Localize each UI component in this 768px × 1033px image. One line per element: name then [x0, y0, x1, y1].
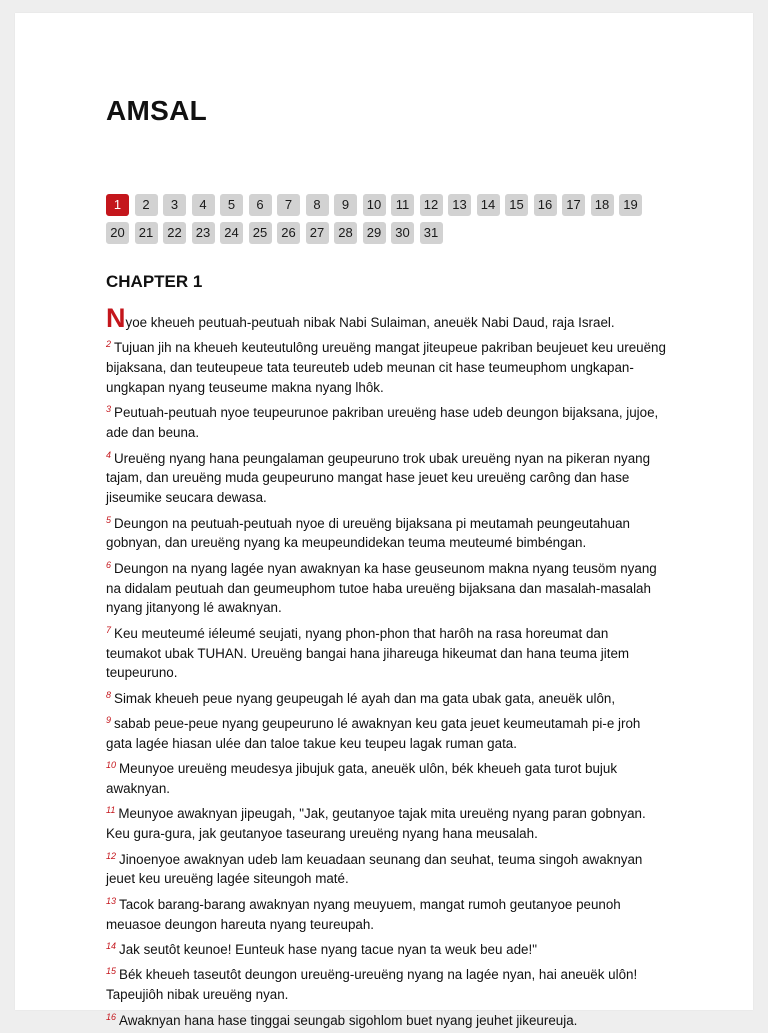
verse-list — [106, 303, 666, 1033]
verse-text: Tacok barang-barang awaknyan nyang meuyuem, mangat rumoh geutanyoe peunoh meuasoe deungon hareuta nyang teureupah. — [106, 896, 621, 932]
chapter-button-19[interactable]: 19 — [619, 194, 642, 216]
chapter-button-25[interactable]: 25 — [249, 222, 272, 244]
verse-text: Meunyoe ureuëng meudesya jibujuk gata, aneuëk ulôn, bék kheueh gata turot bujuk awaknyan. — [106, 761, 618, 797]
verse-text: Ureuëng nyang hana peungalaman geupeuruno trok ubak ureuëng nyan na pikeran nyang tajam, dan ureuëng muda geupeuruno mangat hase jeuet keu ureuëng carông dan hase jiseumike seucara dewasa. — [106, 450, 651, 506]
verse-text: Deungon na nyang lagée nyan awaknyan ka hase geuseunom makna nyang teusöm nyang na didalam peutuah dan geumeuphom tutoe haba ureuëng bijaksana dan masalah-masalah nyang jitanyong lé awaknyan. — [106, 560, 657, 616]
chapter-button-31[interactable]: 31 — [420, 222, 443, 244]
verse-number: 13 — [106, 895, 117, 906]
verse-6 — [106, 556, 666, 618]
verse-number: 3 — [106, 404, 112, 415]
chapter-button-4[interactable]: 4 — [192, 194, 215, 216]
chapter-button-16[interactable]: 16 — [534, 194, 557, 216]
chapter-button-18[interactable]: 18 — [591, 194, 614, 216]
verse-text: Simak kheueh peue nyang geupeugah lé ayah dan ma gata ubak gata, aneuëk ulôn, — [114, 690, 616, 706]
verse-9 — [106, 711, 666, 754]
chapter-button-23[interactable]: 23 — [192, 222, 215, 244]
page — [15, 13, 753, 1028]
chapter-button-22[interactable]: 22 — [163, 222, 186, 244]
chapter-button-21[interactable]: 21 — [135, 222, 158, 244]
chapter-button-15[interactable]: 15 — [505, 194, 528, 216]
chapter-button-13[interactable]: 13 — [448, 194, 471, 216]
chapter-button-10[interactable]: 10 — [363, 194, 386, 216]
verse-text: Tujuan jih na kheueh keuteutulông ureuëng mangat jiteupeue pakriban beujeuet keu ureuëng bijaksana, dan teuteupeue tata teureuteb udeb meunan cit hase teumeuphom ungkapan-ungkapan nyang teuseume makna nyang lhôk. — [106, 340, 666, 395]
verse-8 — [106, 686, 666, 709]
verse-number: 14 — [106, 941, 117, 952]
verse-5 — [106, 511, 666, 554]
verse-text: sabab peue-peue nyang geupeuruno lé awaknyan keu gata jeuet keumeutamah pi-e jroh gata lagée hiasan ulée dan taloe takue keu teupeu lagak ruman gata. — [106, 716, 641, 751]
chapter-button-17[interactable]: 17 — [562, 194, 585, 216]
chapter-button-1[interactable]: 1 — [106, 194, 129, 216]
verse-number: 9 — [106, 715, 112, 726]
chapter-button-14[interactable]: 14 — [477, 194, 500, 216]
chapter-button-3[interactable]: 3 — [163, 194, 186, 216]
verse-7 — [106, 621, 666, 683]
chapter-button-5[interactable]: 5 — [220, 194, 243, 216]
chapter-button-27[interactable]: 27 — [306, 222, 329, 244]
verse-text: Meunyoe awaknyan jipeugah, "Jak, geutanyoe tajak mita ureuëng nyang paran gobnyan. Keu gura-gura, jak geutanyoe taseurang ureuëng nyang hana meusalah. — [106, 806, 646, 842]
verse-2 — [106, 335, 666, 397]
chapter-button-28[interactable]: 28 — [334, 222, 357, 244]
verse-number: 7 — [106, 624, 112, 635]
verse-text: Bék kheueh taseutôt deungon ureuëng-ureuëng nyang na lagée nyan, hai aneuëk ulôn! Tapeujiôh nibak ureuëng nyan. — [106, 967, 638, 1003]
book-title: AMSAL — [106, 95, 208, 126]
verse-15 — [106, 962, 666, 1005]
verse-text: Keu meuteumé iéleumé seujati, nyang phon-phon that harôh na rasa horeumat dan teumakot ubak TUHAN. Ureuëng bangai hana jihareuga hikeumat dan hana teuma jitem teupeuruno. — [106, 625, 630, 681]
verse-text: yoe kheueh peutuah-peutuah nibak Nabi Sulaiman, aneuëk Nabi Daud, raja Israel. — [125, 315, 615, 330]
verse-number: 15 — [106, 966, 117, 977]
verse-3 — [106, 400, 666, 443]
verse-number: 8 — [106, 689, 112, 700]
chapter-navigation — [106, 194, 666, 244]
verse-number: 5 — [106, 514, 112, 525]
chapter-button-7[interactable]: 7 — [277, 194, 300, 216]
chapter-button-26[interactable]: 26 — [277, 222, 300, 244]
verse-11 — [106, 801, 666, 844]
verse-text: Jak seutôt keunoe! Eunteuk hase nyang tacue nyan ta weuk beu ade!" — [119, 942, 537, 958]
verse-10 — [106, 756, 666, 799]
verse-number: 16 — [106, 1011, 117, 1022]
verse-text: Deungon na peutuah-peutuah nyoe di ureuëng bijaksana pi meutamah peungeutahuan gobnyan, dan ureuëng nyang ka meupeundidekan teuma meuteumé bimbéngan. — [106, 515, 630, 551]
verse-number: 11 — [106, 805, 116, 816]
drop-cap: N — [106, 303, 126, 333]
verse-number: 10 — [106, 760, 117, 771]
chapter-button-8[interactable]: 8 — [306, 194, 329, 216]
verse-text: Jinoenyoe awaknyan udeb lam keuadaan seunang dan seuhat, teuma singoh awaknyan jeuet keu ureuëng lagée siteungoh maté. — [106, 851, 643, 887]
verse-14 — [106, 937, 666, 960]
chapter-button-11[interactable]: 11 — [391, 194, 414, 216]
verse-text: Peutuah-peutuah nyoe teupeurunoe pakriban ureuëng hase udeb deungon bijaksana, jujoe, ade dan beuna. — [106, 405, 659, 441]
verse-number: 2 — [106, 339, 112, 350]
verse-12 — [106, 847, 666, 890]
verse-13 — [106, 892, 666, 935]
chapter-button-6[interactable]: 6 — [249, 194, 272, 216]
verse-1 — [106, 303, 666, 333]
chapter-button-29[interactable]: 29 — [363, 222, 386, 244]
chapter-button-12[interactable]: 12 — [420, 194, 443, 216]
chapter-heading: CHAPTER 1 — [106, 272, 203, 291]
chapter-button-2[interactable]: 2 — [135, 194, 158, 216]
chapter-button-24[interactable]: 24 — [220, 222, 243, 244]
chapter-button-9[interactable]: 9 — [334, 194, 357, 216]
chapter-button-20[interactable]: 20 — [106, 222, 129, 244]
verse-number: 6 — [106, 559, 112, 570]
verse-4 — [106, 446, 666, 508]
chapter-button-30[interactable]: 30 — [391, 222, 414, 244]
verse-text: Awaknyan hana hase tinggai seungab sigohlom buet nyang jeuhet jikeureuja. — [119, 1012, 578, 1028]
verse-number: 4 — [106, 449, 112, 460]
verse-16 — [106, 1008, 666, 1031]
verse-number: 12 — [106, 850, 117, 861]
